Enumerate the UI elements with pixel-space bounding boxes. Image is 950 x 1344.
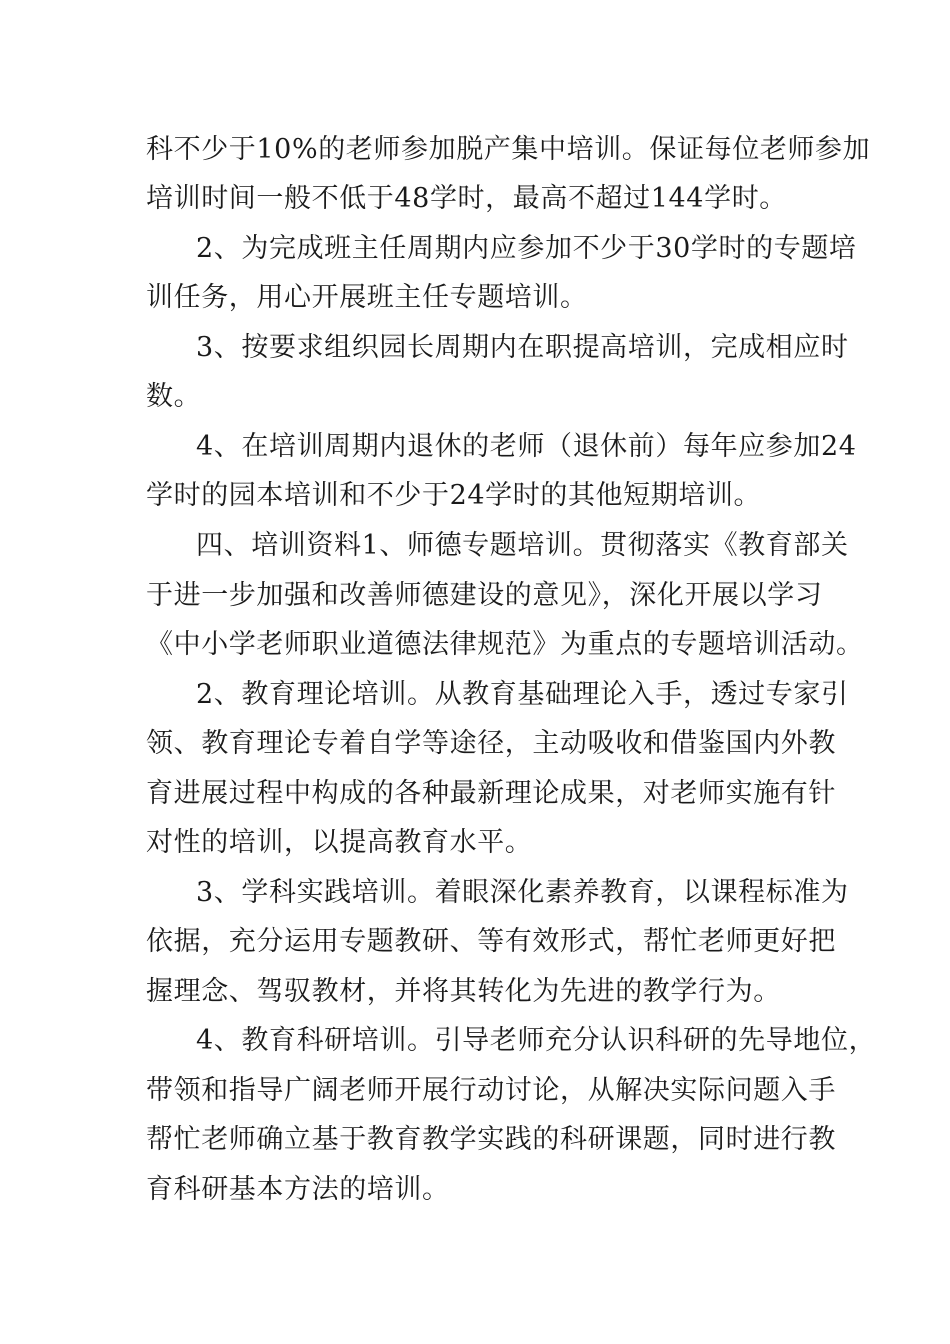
text-line: 对性的培训，以提高教育水平。 [146,827,533,858]
text-line: 育科研基本方法的培训。 [146,1174,450,1205]
text-line: 3、学科实践培训。着眼深化素养教育，以课程标准为 [196,877,849,908]
text-line: 3、按要求组织园长周期内在职提高培训，完成相应时 [196,332,849,363]
text-line: 带领和指导广阔老师开展行动讨论，从解决实际问题入手 [146,1075,836,1106]
text-line: 于进一步加强和改善师德建设的意见》，深化开展以学习 [146,580,823,611]
text-line: 2、为完成班主任周期内应参加不少于30学时的专题培 [196,233,857,264]
text-line: 2、教育理论培训。从教育基础理论入手，透过专家引 [196,679,849,710]
text-line: 依据，充分运用专题教研、等有效形式，帮忙老师更好把 [146,926,836,957]
text-line: 领、教育理论专着自学等途径，主动吸收和借鉴国内外教 [146,728,836,759]
text-line: 握理念、驾驭教材，并将其转化为先进的教学行为。 [146,976,781,1007]
text-line: 数。 [146,381,202,412]
text-line: 培训时间一般不低于48学时，最高不超过144学时。 [146,183,787,214]
text-line: 4、在培训周期内退休的老师（退休前）每年应参加24 [196,431,857,462]
text-line: 育进展过程中构成的各种最新理论成果，对老师实施有针 [146,778,836,809]
text-line: 科不少于10%的老师参加脱产集中培训。保证每位老师参加 [146,134,871,165]
text-line: 《中小学老师职业道德法律规范》为重点的专题培训活动。 [146,629,864,660]
text-line: 四、培训资料1、师德专题培训。贯彻落实《教育部关 [196,530,849,561]
text-line: 训任务，用心开展班主任专题培训。 [146,282,588,313]
text-line: 学时的园本培训和不少于24学时的其他短期培训。 [146,480,762,511]
text-line: 4、教育科研培训。引导老师充分认识科研的先导地位， [196,1025,877,1056]
text-line: 帮忙老师确立基于教育教学实践的科研课题，同时进行教 [146,1124,836,1155]
